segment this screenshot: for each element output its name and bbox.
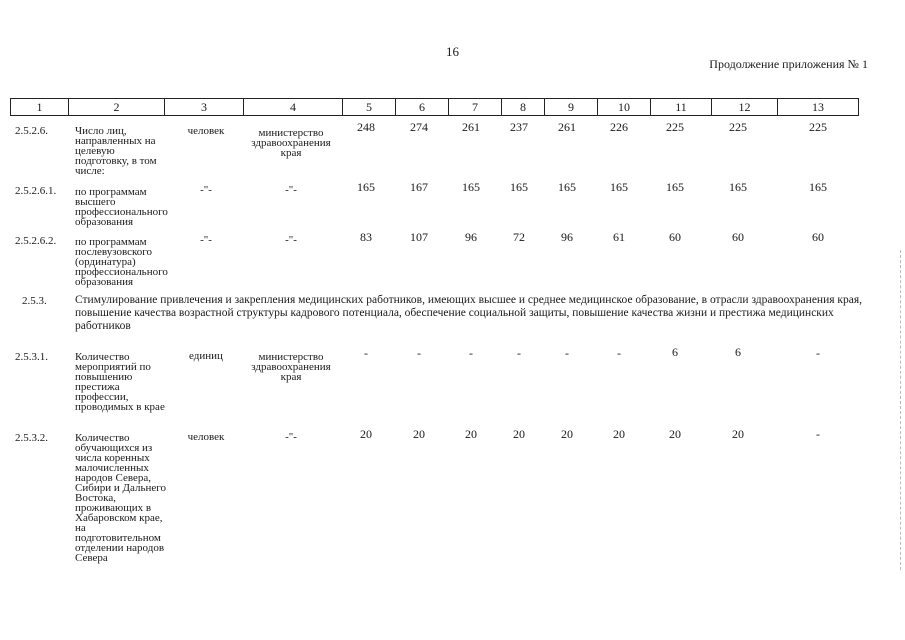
row-value: 226 xyxy=(610,120,628,134)
column-header: 5 xyxy=(343,99,396,116)
row-code: 2.5.2.6.1. xyxy=(15,185,57,197)
row-value: 165 xyxy=(666,180,684,194)
row-value: 60 xyxy=(812,230,824,244)
row-value: 165 xyxy=(357,180,375,194)
row-value: 61 xyxy=(613,230,625,244)
column-header: 12 xyxy=(712,99,778,116)
row-value: 20 xyxy=(561,427,573,441)
column-header: 11 xyxy=(651,99,712,116)
row-value: 60 xyxy=(669,230,681,244)
column-header: 13 xyxy=(778,99,859,116)
row-value: 165 xyxy=(462,180,480,194)
row-value: 167 xyxy=(410,180,428,194)
section-title: Стимулирование привлечения и закрепления медицинских работников, имеющих высшее и среднее медицинское образование, в отрасли здравоохранения края, повышение качества возрастной структуры кадрового потенциала, обеспечение социальной защиты, повышение качества жизни и престижа медицинских работников xyxy=(75,294,862,332)
row-value: 248 xyxy=(357,120,375,134)
row-value: - xyxy=(364,346,368,360)
row-value: - xyxy=(816,427,820,441)
row-value: - xyxy=(469,346,473,360)
row-value: 225 xyxy=(729,120,747,134)
row-value: 20 xyxy=(669,427,681,441)
column-header: 1 xyxy=(11,99,69,116)
column-header: 6 xyxy=(396,99,449,116)
row-value: 6 xyxy=(735,345,741,359)
row-executor: -"- xyxy=(285,234,297,246)
row-value: 225 xyxy=(666,120,684,134)
row-name: по программам послевузовского (ординатура) профессионального образования xyxy=(75,236,168,288)
row-unit: единиц xyxy=(189,350,223,362)
row-value: - xyxy=(517,346,521,360)
row-value: 261 xyxy=(462,120,480,134)
section-code: 2.5.3. xyxy=(22,295,47,307)
row-name: по программам высшего профессионального образования xyxy=(75,186,168,228)
continuation-label: Продолжение приложения № 1 xyxy=(709,57,868,71)
row-value: 165 xyxy=(610,180,628,194)
row-value: 165 xyxy=(729,180,747,194)
row-value: 165 xyxy=(558,180,576,194)
row-unit: человек xyxy=(187,125,225,137)
row-value: 72 xyxy=(513,230,525,244)
row-value: 96 xyxy=(561,230,573,244)
row-code: 2.5.3.2. xyxy=(15,432,48,444)
row-value: 20 xyxy=(360,427,372,441)
row-name: Число лиц, направленных на целевую подготовку, в том числе: xyxy=(75,125,157,177)
row-value: 20 xyxy=(413,427,425,441)
row-code: 2.5.3.1. xyxy=(15,351,48,363)
row-code: 2.5.2.6.2. xyxy=(15,235,57,247)
row-value: 83 xyxy=(360,230,372,244)
row-value: 165 xyxy=(510,180,528,194)
row-value: - xyxy=(617,346,621,360)
row-value: 237 xyxy=(510,120,528,134)
column-header: 3 xyxy=(165,99,244,116)
row-value: 261 xyxy=(558,120,576,134)
row-value: 20 xyxy=(513,427,525,441)
row-executor: -"- xyxy=(285,184,297,196)
row-value: 225 xyxy=(809,120,827,134)
row-value: 20 xyxy=(465,427,477,441)
row-value: - xyxy=(565,346,569,360)
scan-edge-line xyxy=(900,250,902,570)
row-value: 96 xyxy=(465,230,477,244)
row-unit: -"- xyxy=(200,184,212,196)
row-value: 165 xyxy=(809,180,827,194)
column-header: 9 xyxy=(545,99,598,116)
row-executor: министерство здравоохранения края xyxy=(251,351,331,383)
row-value: - xyxy=(417,346,421,360)
column-header-row xyxy=(10,98,859,116)
row-name: Количество мероприятий по повышению престижа профессии, проводимых в крае xyxy=(75,351,165,413)
row-value: 6 xyxy=(672,345,678,359)
column-header: 10 xyxy=(598,99,651,116)
column-header: 4 xyxy=(244,99,343,116)
row-code: 2.5.2.6. xyxy=(15,125,48,137)
page-number: 16 xyxy=(446,44,459,59)
row-value: 107 xyxy=(410,230,428,244)
row-unit: человек xyxy=(187,431,225,443)
row-executor: министерство здравоохранения края xyxy=(251,127,331,159)
row-value: 274 xyxy=(410,120,428,134)
row-unit: -"- xyxy=(200,234,212,246)
row-value: - xyxy=(816,346,820,360)
row-executor: -"- xyxy=(285,431,297,443)
column-header: 7 xyxy=(449,99,502,116)
row-value: 60 xyxy=(732,230,744,244)
row-value: 20 xyxy=(732,427,744,441)
row-name: Количество обучающихся из числа коренных малочисленных народов Севера, Сибири и Дальнего Востока, проживающих в Хабаровском крае, на подготовительном отделении народов Севера xyxy=(75,432,166,564)
row-value: 20 xyxy=(613,427,625,441)
column-header: 8 xyxy=(502,99,545,116)
column-header: 2 xyxy=(69,99,165,116)
